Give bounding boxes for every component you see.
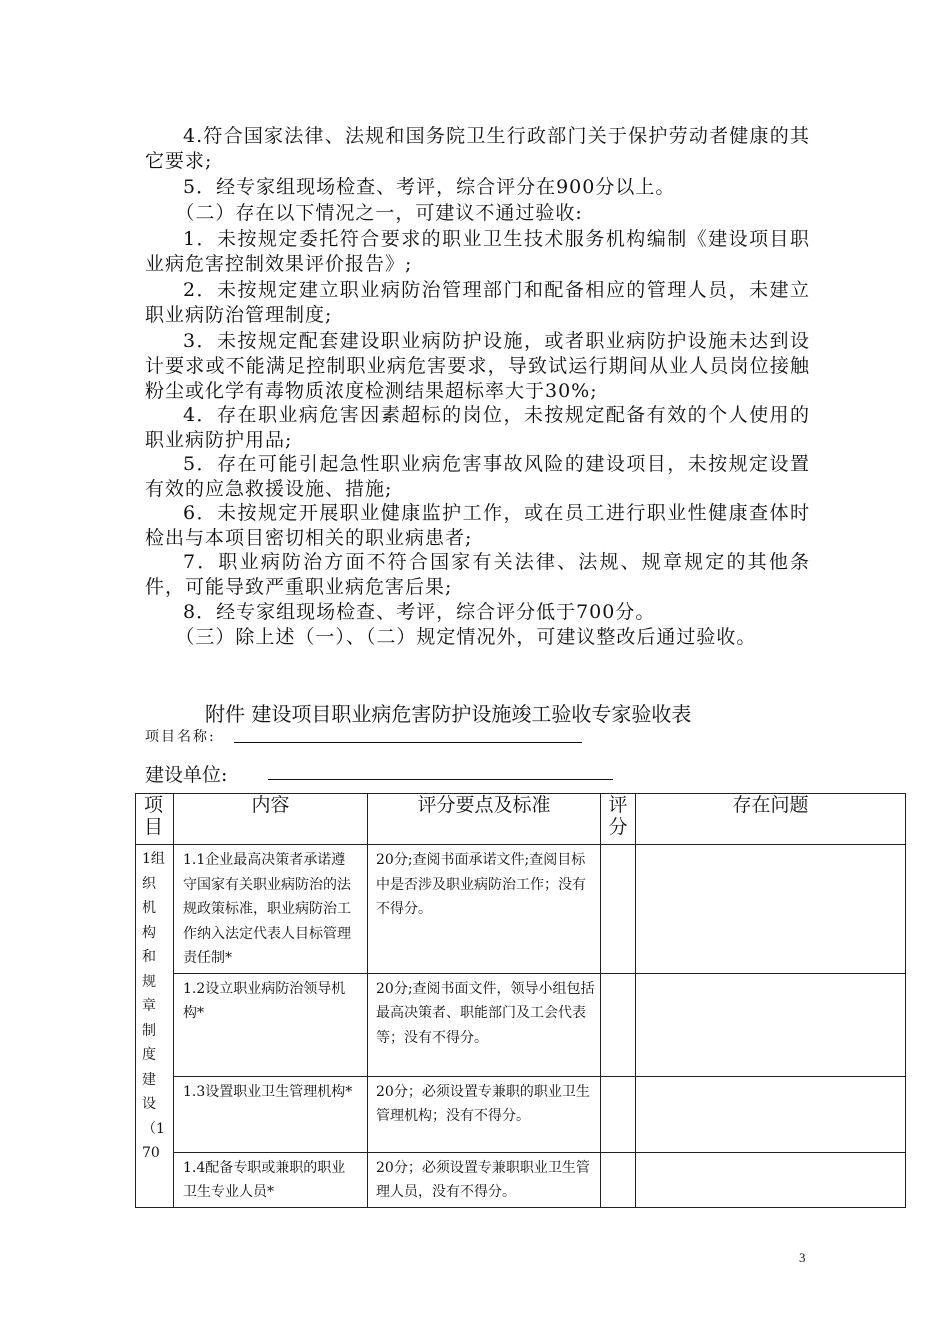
paragraph-fail-6: 6．未按规定开展职业健康监护工作，或在员工进行职业性健康查体时检出与本项目密切相关的职业病患者; <box>145 502 810 549</box>
row-issues-cell[interactable] <box>636 1152 906 1207</box>
row-score-cell[interactable] <box>601 973 636 1076</box>
row-criteria: 20分;查阅书面文件，领导小组包括最高决策者、职能部门及工会代表等；没有不得分。 <box>368 973 601 1076</box>
table-row <box>136 1076 906 1152</box>
row-content: 1.4配备专职或兼职的职业卫生专业人员* <box>174 1152 368 1207</box>
header-content: 内容 <box>174 794 368 845</box>
header-score: 评分 <box>601 794 636 845</box>
table-row <box>136 973 906 1076</box>
row-content: 1.3设置职业卫生管理机构* <box>174 1076 368 1152</box>
section-heading-3: （三）除上述（一）、（二）规定情况外，可建议整改后通过验收。 <box>175 626 757 648</box>
header-criteria: 评分要点及标准 <box>368 794 601 845</box>
construction-unit-underline <box>268 779 613 780</box>
project-name-underline <box>234 742 582 743</box>
header-issues: 存在问题 <box>636 794 906 845</box>
row-issues-cell[interactable] <box>636 973 906 1076</box>
paragraph-fail-5: 5．存在可能引起急性职业病危害事故风险的建设项目，未按规定设置有效的应急救援设施、措施; <box>145 453 810 500</box>
row-issues-cell[interactable] <box>636 1076 906 1152</box>
row-score-cell[interactable] <box>601 1152 636 1207</box>
section-heading-2: （二）存在以下情况之一，可建议不通过验收: <box>175 202 583 224</box>
row-issues-cell[interactable] <box>636 845 906 974</box>
paragraph-fail-3: 3．未按规定配套建设职业病防护设施，或者职业病防护设施未达到设计要求或不能满足控制职业病危害要求，导致试运行期间从业人员岗位接触粉尘或化学有毒物质浓度检测结果超标率大于30%; <box>145 330 810 402</box>
paragraph-fail-8: 8．经专家组现场检查、考评，综合评分低于700分。 <box>183 601 656 623</box>
table-row <box>136 845 906 974</box>
paragraph-requirement-4: 4.符合国家法律、法规和国务院卫生行政部门关于保护劳动者健康的其它要求; <box>145 125 810 172</box>
row-content: 1.1企业最高决策者承诺遵守国家有关职业病防治的法规政策标准，职业病防治工作纳入法定代表人目标管理责任制* <box>174 845 368 974</box>
attachment-title: 附件 建设项目职业病危害防护设施竣工验收专家验收表 <box>205 702 692 726</box>
acceptance-table <box>135 793 906 1208</box>
paragraph-fail-4: 4．存在职业病危害因素超标的岗位，未按规定配备有效的个人使用的职业病防护用品; <box>145 404 810 451</box>
row-criteria: 20分；必须设置专兼职职业卫生管理人员，没有不得分。 <box>368 1152 601 1207</box>
project-name-label: 项目名称: <box>145 729 216 745</box>
paragraph-fail-1: 1．未按规定委托符合要求的职业卫生技术服务机构编制《建设项目职业病危害控制效果评价报告》; <box>145 228 810 275</box>
table-header-row <box>136 794 906 845</box>
row-criteria: 20分；必须设置专兼职的职业卫生管理机构；没有不得分。 <box>368 1076 601 1152</box>
paragraph-fail-7: 7．职业病防治方面不符合国家有关法律、法规、规章规定的其他条件，可能导致严重职业病危害后果; <box>145 551 810 598</box>
category-cell: 1组织机构和规章制度建设（170 <box>136 845 174 1208</box>
row-score-cell[interactable] <box>601 1076 636 1152</box>
paragraph-fail-2: 2．未按规定建立职业病防治管理部门和配备相应的管理人员，未建立职业病防治管理制度; <box>145 279 810 326</box>
header-item: 项目 <box>136 794 174 845</box>
row-criteria: 20分;查阅书面承诺文件;查阅目标中是否涉及职业病防治工作；没有不得分。 <box>368 845 601 974</box>
page-number: 3 <box>799 1250 806 1265</box>
row-score-cell[interactable] <box>601 845 636 974</box>
paragraph-requirement-5: 5．经专家组现场检查、考评，综合评分在900分以上。 <box>183 176 676 198</box>
row-content: 1.2设立职业病防治领导机构* <box>174 973 368 1076</box>
construction-unit-label: 建设单位: <box>145 764 228 786</box>
table-row <box>136 1152 906 1207</box>
